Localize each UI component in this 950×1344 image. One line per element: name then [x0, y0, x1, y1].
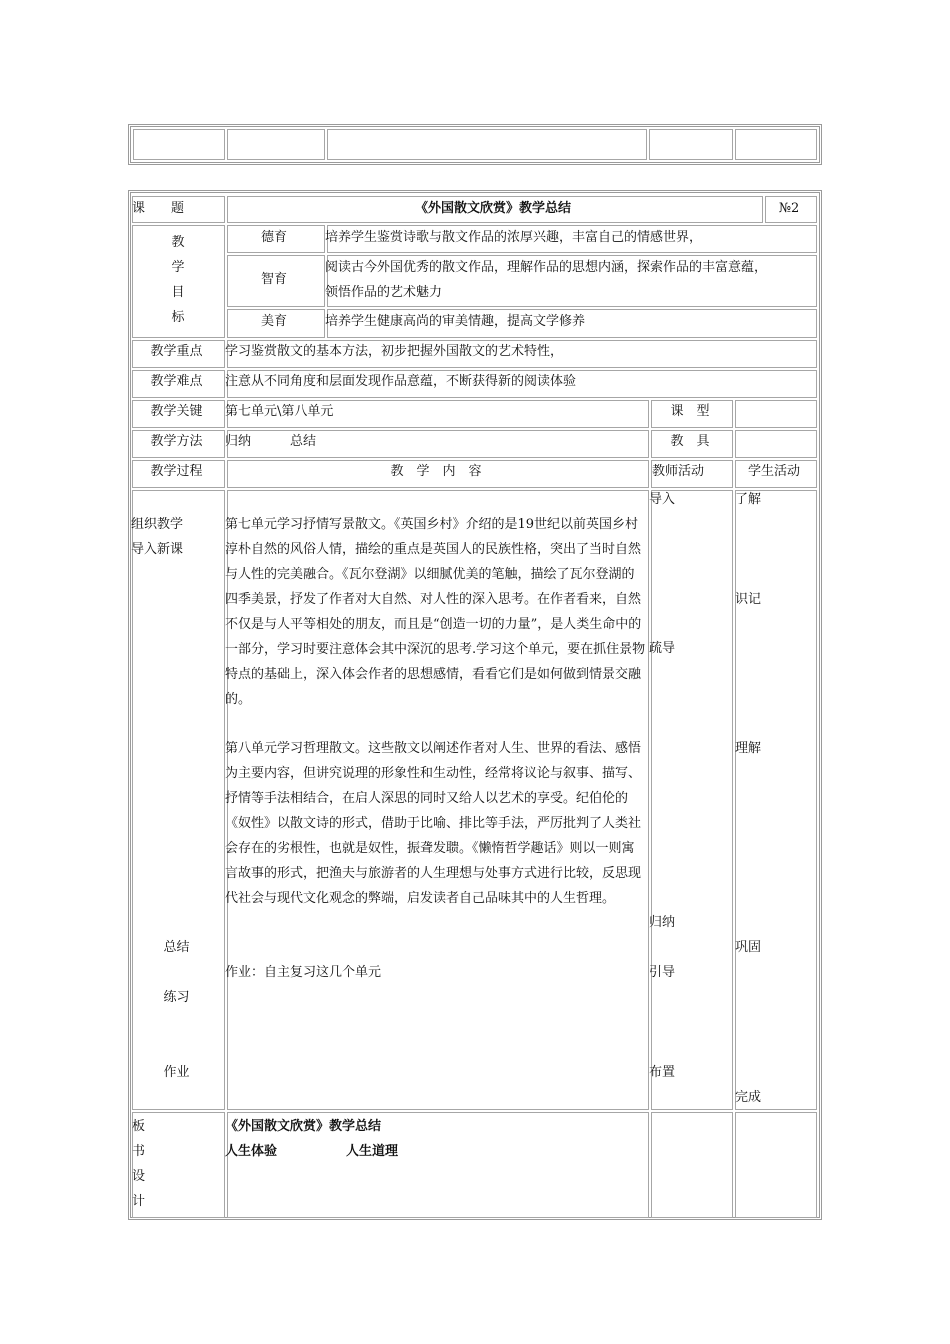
- objectives-label-char: 学: [171, 260, 185, 275]
- student-activity-item: 巩固: [735, 940, 762, 955]
- type-value-cell: [735, 400, 817, 428]
- intellect-label: 智育: [260, 272, 287, 287]
- board-item-experience: 人生体验: [225, 1144, 278, 1159]
- blank-cell: [735, 129, 817, 160]
- key-text: 第七单元\第八单元: [225, 404, 334, 419]
- objectives-label-char: 标: [171, 310, 185, 325]
- blank-cell: [133, 129, 225, 160]
- stage-organize: 组织教学: [131, 517, 184, 532]
- unit-eight-paragraph: 第八单元学习哲理散文。这些散文以阐述作者对人生、世界的看法、感悟为主要内容，但讲究说理的形象性和生动性，经常将议论与叙事、描写、抒情等手法相结合，在启人深思的同时又给人以艺术的享受。纪伯伦的《奴性》以散文诗的形式，借助于比喻、排比等手法，严厉批判了人类社会存在的劣根性，也就是奴性，振聋发聩。《懒惰哲学趣话》则以一则寓言故事的形式，把渔夫与旅游者的人生理想与处事方式进行比较，反思现代社会与现代文化观念的弊端，启发读者自己品味其中的人生哲理。: [225, 741, 642, 906]
- content-label: 教 学 内 容: [390, 464, 482, 479]
- aesthetic-text: 培养学生健康高尚的审美情趣，提高文学修养: [325, 314, 586, 329]
- lesson-number: №2: [778, 201, 800, 216]
- key-point-text: 学习鉴赏散文的基本方法，初步把握外国散文的艺术特性，: [225, 344, 564, 359]
- board-label-char: 计: [132, 1194, 146, 1209]
- process-label: 教学过程: [150, 464, 203, 479]
- student-activity-label: 学生活动: [747, 464, 800, 479]
- process-stage-cell: [132, 490, 225, 1110]
- board-label-char: 板: [132, 1119, 146, 1134]
- moral-text: 培养学生鉴赏诗歌与散文作品的浓厚兴趣，丰富自己的情感世界，: [325, 230, 703, 245]
- intellect-text-line-2: 领悟作品的艺术魅力: [325, 285, 443, 300]
- objectives-label-char: 教: [171, 235, 185, 250]
- type-label: 课 型: [670, 404, 710, 419]
- aesthetic-label: 美育: [260, 314, 287, 329]
- intellect-text-line-1: 阅读古今外国优秀的散文作品，理解作品的思想内涵，探索作品的丰富意蕴，: [325, 260, 768, 275]
- student-activity-item: 完成: [735, 1090, 762, 1105]
- unit-seven-paragraph: 第七单元学习抒情写景散文。《英国乡村》介绍的是19世纪以前英国乡村淳朴自然的风俗人情，描绘的重点是英国人的民族性格，突出了当时自然与人性的完美融合。《瓦尔登湖》以细腻优美的笔触，描绘了瓦尔登湖的四季美景，抒发了作者对大自然、对人性的深入思考。在作者看来，自然不仅是与人平等相处的朋友，而且是“创造一切的力量”，是人类生命中的一部分，学习时要注意体会其中深沉的思考.学习这个单元，要在抓住景物特点的基础上，深入体会作者的思想感情，看看它们是如何做到情景交融的。: [225, 517, 646, 707]
- objectives-label-char: 目: [171, 285, 185, 300]
- teacher-activity-item: 引导: [649, 965, 676, 980]
- stage-introduce: 导入新课: [131, 542, 184, 557]
- stage-summary: 总结: [163, 940, 190, 955]
- stage-practice: 练习: [163, 990, 190, 1005]
- difficulty-label: 教学难点: [150, 374, 203, 389]
- tools-label: 教 具: [670, 434, 710, 449]
- student-activity-item: 识记: [735, 592, 762, 607]
- topic-label: 课 题: [132, 201, 185, 216]
- teacher-activity-item: 归纳: [649, 915, 676, 930]
- difficulty-text: 注意从不同角度和层面发现作品意蕴，不断获得新的阅读体验: [225, 374, 577, 389]
- board-title: 《外国散文欣赏》教学总结: [225, 1119, 382, 1134]
- homework-text: 作业：自主复习这几个单元: [225, 965, 382, 980]
- key-label: 教学关键: [150, 404, 203, 419]
- teacher-activity-item: 导入: [649, 492, 676, 507]
- blank-cell: [327, 129, 647, 160]
- teacher-activity-item: 疏导: [649, 641, 676, 656]
- blank-cell: [649, 129, 733, 160]
- board-label-cell: [132, 1112, 225, 1218]
- key-point-label: 教学重点: [150, 344, 203, 359]
- board-blank-cell: [735, 1112, 817, 1218]
- method-label: 教学方法: [150, 434, 203, 449]
- method-text: 归纳 总结: [225, 434, 317, 449]
- board-blank-cell: [651, 1112, 733, 1218]
- board-label-char: 书: [132, 1144, 146, 1159]
- student-activity-item: 了解: [735, 492, 762, 507]
- stage-homework: 作业: [163, 1065, 190, 1080]
- student-activity-item: 理解: [735, 741, 762, 756]
- board-label-char: 设: [132, 1169, 146, 1184]
- teacher-activity-item: 布置: [649, 1065, 676, 1080]
- moral-label: 德育: [260, 230, 287, 245]
- lesson-title: 《外国散文欣赏》教学总结: [414, 201, 571, 216]
- board-item-philosophy: 人生道理: [346, 1144, 399, 1159]
- teacher-activity-label: 教师活动: [651, 464, 704, 479]
- header-blank-table: [128, 124, 822, 165]
- teacher-activity-cell: [651, 490, 733, 1110]
- tools-value-cell: [735, 430, 817, 458]
- blank-cell: [227, 129, 325, 160]
- student-activity-cell: [735, 490, 817, 1110]
